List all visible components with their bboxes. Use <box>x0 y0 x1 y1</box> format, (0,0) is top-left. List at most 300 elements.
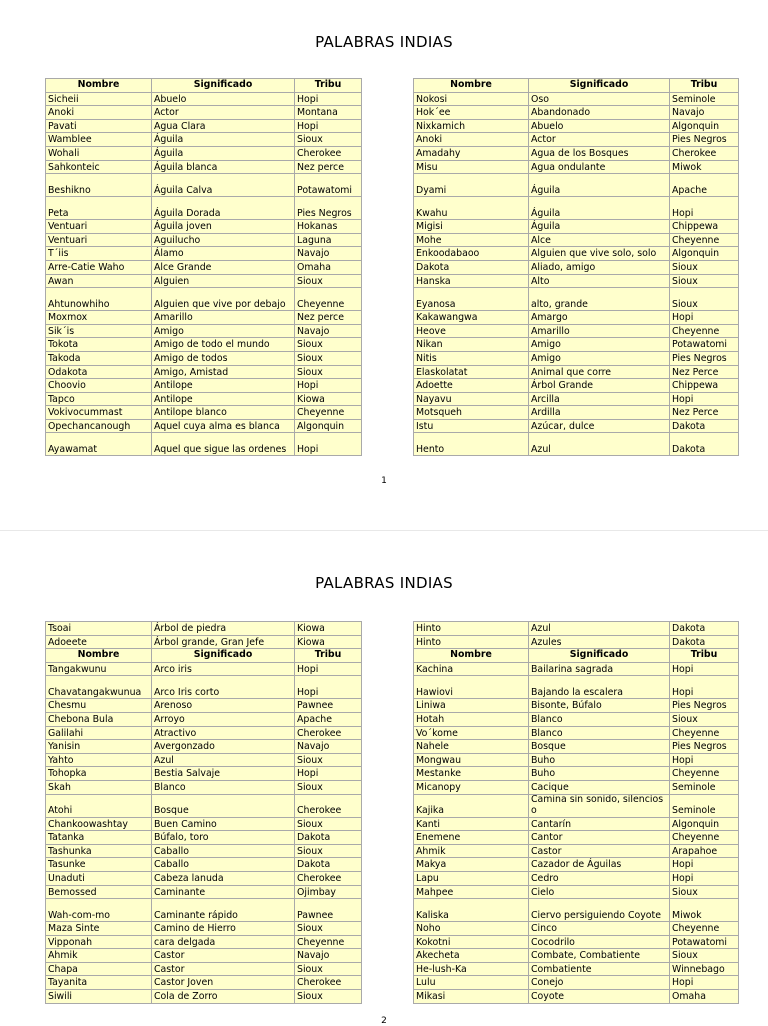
cell-nombre: Enkoodabaoo <box>414 247 529 261</box>
table-row <box>414 962 739 976</box>
cell-nombre: Mahpee <box>414 885 529 899</box>
cell-tribu: Winnebago <box>670 962 739 976</box>
cell-nombre: Motsqueh <box>414 406 529 420</box>
cell-nombre: Dyami <box>414 174 529 197</box>
cell-significado: Amigo de todo el mundo <box>152 338 295 352</box>
cell-tribu: Navajo <box>295 740 362 754</box>
cell-significado: Águila <box>529 197 670 220</box>
cell-significado: Animal que corre <box>529 365 670 379</box>
cell-tribu: Cheyenne <box>295 406 362 420</box>
table-row <box>46 740 362 754</box>
cell-nombre: Kokotni <box>414 935 529 949</box>
cell-significado: Castor Joven <box>152 976 295 990</box>
table-row <box>414 712 739 726</box>
cell-tribu: Pies Negros <box>670 740 739 754</box>
cell-significado: Amigo <box>529 351 670 365</box>
table-row <box>414 858 739 872</box>
table-row <box>414 935 739 949</box>
cell-nombre: Anoki <box>414 133 529 147</box>
cell-nombre: Hotah <box>414 712 529 726</box>
cell-significado: Amigo <box>529 338 670 352</box>
cell-significado: Águila Dorada <box>152 197 295 220</box>
table-row <box>46 817 362 831</box>
cell-significado: Águila <box>529 220 670 234</box>
cell-tribu: Algonquin <box>670 119 739 133</box>
cell-nombre: Ventuari <box>46 233 152 247</box>
cell-nombre: Ventuari <box>46 220 152 234</box>
table-row <box>414 92 739 106</box>
cell-significado: Cantor <box>529 831 670 845</box>
cell-nombre: Hento <box>414 433 529 456</box>
cell-significado: Significado <box>152 79 295 93</box>
cell-tribu: Cheyenne <box>670 922 739 936</box>
cell-significado: Cielo <box>529 885 670 899</box>
cell-significado: Amarillo <box>152 311 295 325</box>
table-header-row <box>46 649 362 663</box>
table-row <box>46 119 362 133</box>
table-row <box>414 247 739 261</box>
cell-significado: Azul <box>529 622 670 636</box>
table-row <box>46 288 362 311</box>
cell-nombre: Tokota <box>46 338 152 352</box>
cell-significado: alto, grande <box>529 288 670 311</box>
cell-significado: Alto <box>529 274 670 288</box>
table-row <box>46 635 362 649</box>
cell-nombre: Galilahi <box>46 726 152 740</box>
cell-nombre: Atohi <box>46 794 152 817</box>
cell-nombre: Hinto <box>414 635 529 649</box>
table-row <box>46 726 362 740</box>
cell-tribu: Hopi <box>670 662 739 676</box>
cell-nombre: Yahto <box>46 753 152 767</box>
cell-tribu: Hopi <box>295 676 362 699</box>
cell-tribu: Kiowa <box>295 392 362 406</box>
table-row <box>414 351 739 365</box>
table-row <box>414 976 739 990</box>
cell-nombre: Bemossed <box>46 885 152 899</box>
cell-significado: Cola de Zorro <box>152 990 295 1004</box>
cell-significado: Azúcar, dulce <box>529 419 670 433</box>
table-row <box>46 133 362 147</box>
table-row <box>414 780 739 794</box>
cell-tribu: Tribu <box>295 649 362 663</box>
cell-nombre: Chebona Bula <box>46 712 152 726</box>
cell-nombre: Ahmik <box>414 844 529 858</box>
table-row <box>46 433 362 456</box>
cell-tribu: Miwok <box>670 160 739 174</box>
cell-tribu: Navajo <box>295 324 362 338</box>
table-row <box>414 726 739 740</box>
cell-nombre: Nombre <box>46 79 152 93</box>
cell-tribu: Navajo <box>670 106 739 120</box>
cell-nombre: Nayavu <box>414 392 529 406</box>
cell-significado: Águila <box>152 133 295 147</box>
page-title: PALABRAS INDIAS <box>315 574 453 592</box>
table-row <box>46 962 362 976</box>
table-row <box>414 699 739 713</box>
cell-significado: Alguien que vive por debajo <box>152 288 295 311</box>
cell-nombre: Adoeete <box>46 635 152 649</box>
cell-tribu: Apache <box>670 174 739 197</box>
cell-nombre: Migisi <box>414 220 529 234</box>
table-row <box>46 949 362 963</box>
cell-nombre: Elaskolatat <box>414 365 529 379</box>
cell-significado: Amigo <box>152 324 295 338</box>
cell-significado: Arcilla <box>529 392 670 406</box>
cell-significado: Azules <box>529 635 670 649</box>
table-row <box>414 324 739 338</box>
cell-nombre: Tatanka <box>46 831 152 845</box>
cell-nombre: Awan <box>46 274 152 288</box>
table-row <box>414 767 739 781</box>
table-row <box>414 794 739 817</box>
table-header-row <box>46 79 362 93</box>
table-header-row <box>414 649 739 663</box>
table-row <box>46 767 362 781</box>
cell-significado: Azul <box>152 753 295 767</box>
cell-significado: Cantarín <box>529 817 670 831</box>
cell-tribu: Sioux <box>295 962 362 976</box>
cell-significado: Ciervo persiguiendo Coyote <box>529 899 670 922</box>
table-row <box>46 844 362 858</box>
cell-nombre: Amadahy <box>414 146 529 160</box>
cell-tribu: Hopi <box>295 662 362 676</box>
table-row <box>414 146 739 160</box>
cell-nombre: Wamblee <box>46 133 152 147</box>
table-row <box>414 949 739 963</box>
cell-tribu: Nez Perce <box>670 365 739 379</box>
cell-significado: Alguien <box>152 274 295 288</box>
cell-nombre: Kachina <box>414 662 529 676</box>
cell-significado: Cazador de Águilas <box>529 858 670 872</box>
cell-nombre: Anoki <box>46 106 152 120</box>
cell-significado: Caballo <box>152 844 295 858</box>
cell-tribu: Cherokee <box>295 976 362 990</box>
cell-nombre: Choovio <box>46 379 152 393</box>
cell-nombre: Kaliska <box>414 899 529 922</box>
cell-significado: Camina sin sonido, silencioso <box>529 794 670 817</box>
cell-nombre: Kajika <box>414 794 529 817</box>
cell-tribu: Pies Negros <box>295 197 362 220</box>
cell-nombre: Kakawangwa <box>414 311 529 325</box>
cell-significado: Castor <box>152 949 295 963</box>
cell-tribu: Omaha <box>295 260 362 274</box>
cell-significado: Alce Grande <box>152 260 295 274</box>
cell-significado: Arenoso <box>152 699 295 713</box>
cell-nombre: Mestanke <box>414 767 529 781</box>
cell-tribu: Hopi <box>670 676 739 699</box>
table-row <box>46 351 362 365</box>
cell-significado: Buho <box>529 767 670 781</box>
cell-nombre: Kanti <box>414 817 529 831</box>
cell-nombre: Wohali <box>46 146 152 160</box>
cell-tribu: Sioux <box>295 274 362 288</box>
cell-tribu: Cheyenne <box>295 935 362 949</box>
cell-significado: Caballo <box>152 858 295 872</box>
cell-nombre: Kwahu <box>414 197 529 220</box>
table-row <box>46 406 362 420</box>
cell-nombre: Tashunka <box>46 844 152 858</box>
table-row <box>414 392 739 406</box>
table-row <box>414 990 739 1004</box>
table-row <box>46 146 362 160</box>
table-row <box>414 311 739 325</box>
cell-nombre: Liniwa <box>414 699 529 713</box>
cell-tribu: Cheyenne <box>670 726 739 740</box>
table-row <box>46 324 362 338</box>
cell-tribu: Cheyenne <box>295 288 362 311</box>
cell-significado: Búfalo, toro <box>152 831 295 845</box>
table-row <box>414 622 739 636</box>
cell-tribu: Potawatomi <box>670 338 739 352</box>
cell-significado: Actor <box>529 133 670 147</box>
cell-nombre: Tasunke <box>46 858 152 872</box>
cell-significado: Abandonado <box>529 106 670 120</box>
cell-nombre: Mohe <box>414 233 529 247</box>
cell-significado: Bosque <box>529 740 670 754</box>
cell-nombre: Adoette <box>414 379 529 393</box>
page-number: 2 <box>381 1016 387 1026</box>
table-row <box>414 740 739 754</box>
cell-tribu: Sioux <box>295 133 362 147</box>
cell-tribu: Kiowa <box>295 622 362 636</box>
cell-tribu: Ojimbay <box>295 885 362 899</box>
cell-significado: Bisonte, Búfalo <box>529 699 670 713</box>
cell-tribu: Dakota <box>295 831 362 845</box>
cell-significado: Árbol grande, Gran Jefe <box>152 635 295 649</box>
table-row <box>414 844 739 858</box>
cell-tribu: Arapahoe <box>670 844 739 858</box>
cell-significado: Aguilucho <box>152 233 295 247</box>
cell-nombre: Opechancanough <box>46 419 152 433</box>
cell-tribu: Hopi <box>670 871 739 885</box>
table-row <box>46 338 362 352</box>
cell-significado: Águila joven <box>152 220 295 234</box>
cell-nombre: Maza Sinte <box>46 922 152 936</box>
page-number: 1 <box>381 476 387 486</box>
table-row <box>46 379 362 393</box>
cell-significado: Árbol Grande <box>529 379 670 393</box>
table-row <box>46 871 362 885</box>
cell-tribu: Pawnee <box>295 899 362 922</box>
cell-tribu: Cheyenne <box>670 233 739 247</box>
cell-significado: Cinco <box>529 922 670 936</box>
cell-tribu: Cherokee <box>295 794 362 817</box>
cell-nombre: Ahmik <box>46 949 152 963</box>
cell-nombre: Beshikno <box>46 174 152 197</box>
cell-significado: Amigo de todos <box>152 351 295 365</box>
cell-tribu: Hopi <box>295 379 362 393</box>
cell-significado: Agua Clara <box>152 119 295 133</box>
words-table-left <box>45 621 362 1004</box>
cell-tribu: Montana <box>295 106 362 120</box>
table-row <box>414 379 739 393</box>
cell-nombre: Eyanosa <box>414 288 529 311</box>
cell-significado: Actor <box>152 106 295 120</box>
cell-significado: Antilope <box>152 392 295 406</box>
cell-nombre: Hok´ee <box>414 106 529 120</box>
cell-nombre: Sahkonteic <box>46 160 152 174</box>
cell-nombre: Odakota <box>46 365 152 379</box>
table-row <box>46 274 362 288</box>
cell-tribu: Pawnee <box>295 699 362 713</box>
cell-tribu: Hopi <box>670 858 739 872</box>
cell-significado: Significado <box>529 79 670 93</box>
cell-nombre: Vokivocummast <box>46 406 152 420</box>
cell-significado: Conejo <box>529 976 670 990</box>
cell-nombre: T´iis <box>46 247 152 261</box>
cell-significado: Arroyo <box>152 712 295 726</box>
cell-tribu: Kiowa <box>295 635 362 649</box>
cell-significado: Combate, Combatiente <box>529 949 670 963</box>
table-row <box>46 976 362 990</box>
table-row <box>46 622 362 636</box>
cell-significado: Coyote <box>529 990 670 1004</box>
cell-significado: Caminante <box>152 885 295 899</box>
table-row <box>46 260 362 274</box>
table-row <box>414 220 739 234</box>
cell-significado: Arco Iris corto <box>152 676 295 699</box>
cell-significado: Agua ondulante <box>529 160 670 174</box>
cell-tribu: Potawatomi <box>295 174 362 197</box>
table-row <box>414 260 739 274</box>
table-row <box>46 990 362 1004</box>
cell-significado: Águila blanca <box>152 160 295 174</box>
cell-nombre: Peta <box>46 197 152 220</box>
cell-tribu: Chippewa <box>670 379 739 393</box>
cell-significado: Amigo, Amistad <box>152 365 295 379</box>
cell-tribu: Nez perce <box>295 160 362 174</box>
cell-nombre: Ahtunowhiho <box>46 288 152 311</box>
cell-nombre: Noho <box>414 922 529 936</box>
cell-significado: Cedro <box>529 871 670 885</box>
table-row <box>46 174 362 197</box>
table-row <box>414 197 739 220</box>
cell-nombre: Tayanita <box>46 976 152 990</box>
table-row <box>46 858 362 872</box>
cell-significado: Águila Calva <box>152 174 295 197</box>
cell-tribu: Hopi <box>670 753 739 767</box>
table-row <box>46 831 362 845</box>
cell-significado: Árbol de piedra <box>152 622 295 636</box>
cell-nombre: Enemene <box>414 831 529 845</box>
table-row <box>414 676 739 699</box>
cell-tribu: Seminole <box>670 92 739 106</box>
cell-nombre: Arre-Catie Waho <box>46 260 152 274</box>
table-row <box>46 922 362 936</box>
table-row <box>46 699 362 713</box>
table-row <box>414 338 739 352</box>
cell-nombre: Vipponah <box>46 935 152 949</box>
table-row <box>46 392 362 406</box>
cell-tribu: Sioux <box>295 817 362 831</box>
cell-significado: Amarillo <box>529 324 670 338</box>
cell-nombre: Wah-com-mo <box>46 899 152 922</box>
words-table-right <box>413 621 739 1004</box>
table-row <box>46 935 362 949</box>
cell-tribu: Potawatomi <box>670 935 739 949</box>
cell-tribu: Hopi <box>670 311 739 325</box>
page-separator <box>0 530 768 531</box>
table-row <box>46 780 362 794</box>
cell-significado: Buho <box>529 753 670 767</box>
cell-significado: Águila <box>529 174 670 197</box>
cell-tribu: Hopi <box>670 392 739 406</box>
cell-nombre: Hawiovi <box>414 676 529 699</box>
cell-tribu: Cheyenne <box>670 324 739 338</box>
cell-significado: Bosque <box>152 794 295 817</box>
cell-tribu: Sioux <box>295 780 362 794</box>
cell-tribu: Sioux <box>295 990 362 1004</box>
cell-nombre: Misu <box>414 160 529 174</box>
cell-tribu: Algonquin <box>295 419 362 433</box>
cell-nombre: Nombre <box>46 649 152 663</box>
table-row <box>414 106 739 120</box>
cell-nombre: Takoda <box>46 351 152 365</box>
cell-nombre: Ayawamat <box>46 433 152 456</box>
cell-tribu: Dakota <box>670 635 739 649</box>
cell-tribu: Tribu <box>295 79 362 93</box>
cell-tribu: Sioux <box>295 753 362 767</box>
cell-nombre: Heove <box>414 324 529 338</box>
table-row <box>46 885 362 899</box>
table-row <box>414 419 739 433</box>
cell-tribu: Navajo <box>295 247 362 261</box>
cell-significado: Blanco <box>529 726 670 740</box>
cell-tribu: Dakota <box>670 622 739 636</box>
cell-tribu: Sioux <box>670 949 739 963</box>
cell-nombre: Sik´is <box>46 324 152 338</box>
cell-significado: Camino de Hierro <box>152 922 295 936</box>
cell-tribu: Seminole <box>670 780 739 794</box>
cell-tribu: Apache <box>295 712 362 726</box>
cell-nombre: Micanopy <box>414 780 529 794</box>
cell-tribu: Pies Negros <box>670 351 739 365</box>
cell-significado: Avergonzado <box>152 740 295 754</box>
cell-nombre: Tsoai <box>46 622 152 636</box>
cell-significado: Buen Camino <box>152 817 295 831</box>
cell-nombre: Akecheta <box>414 949 529 963</box>
cell-nombre: Nombre <box>414 79 529 93</box>
cell-tribu: Seminole <box>670 794 739 817</box>
cell-significado: Combatiente <box>529 962 670 976</box>
cell-nombre: Dakota <box>414 260 529 274</box>
cell-tribu: Cherokee <box>295 871 362 885</box>
table-row <box>46 197 362 220</box>
cell-significado: Cocodrilo <box>529 935 670 949</box>
cell-tribu: Laguna <box>295 233 362 247</box>
cell-significado: Bajando la escalera <box>529 676 670 699</box>
cell-tribu: Sioux <box>670 274 739 288</box>
cell-tribu: Hokanas <box>295 220 362 234</box>
cell-significado: Aquel que sigue las ordenes <box>152 433 295 456</box>
cell-nombre: Unaduti <box>46 871 152 885</box>
table-header-row <box>414 79 739 93</box>
cell-tribu: Hopi <box>670 976 739 990</box>
cell-tribu: Sioux <box>670 260 739 274</box>
cell-tribu: Cherokee <box>295 146 362 160</box>
cell-tribu: Hopi <box>295 92 362 106</box>
table-row <box>46 92 362 106</box>
cell-tribu: Sioux <box>670 885 739 899</box>
table-row <box>414 885 739 899</box>
cell-significado: Castor <box>152 962 295 976</box>
cell-significado: Alce <box>529 233 670 247</box>
cell-tribu: Sioux <box>295 922 362 936</box>
cell-significado: Cabeza lanuda <box>152 871 295 885</box>
cell-tribu: Hopi <box>295 433 362 456</box>
table-row <box>414 233 739 247</box>
